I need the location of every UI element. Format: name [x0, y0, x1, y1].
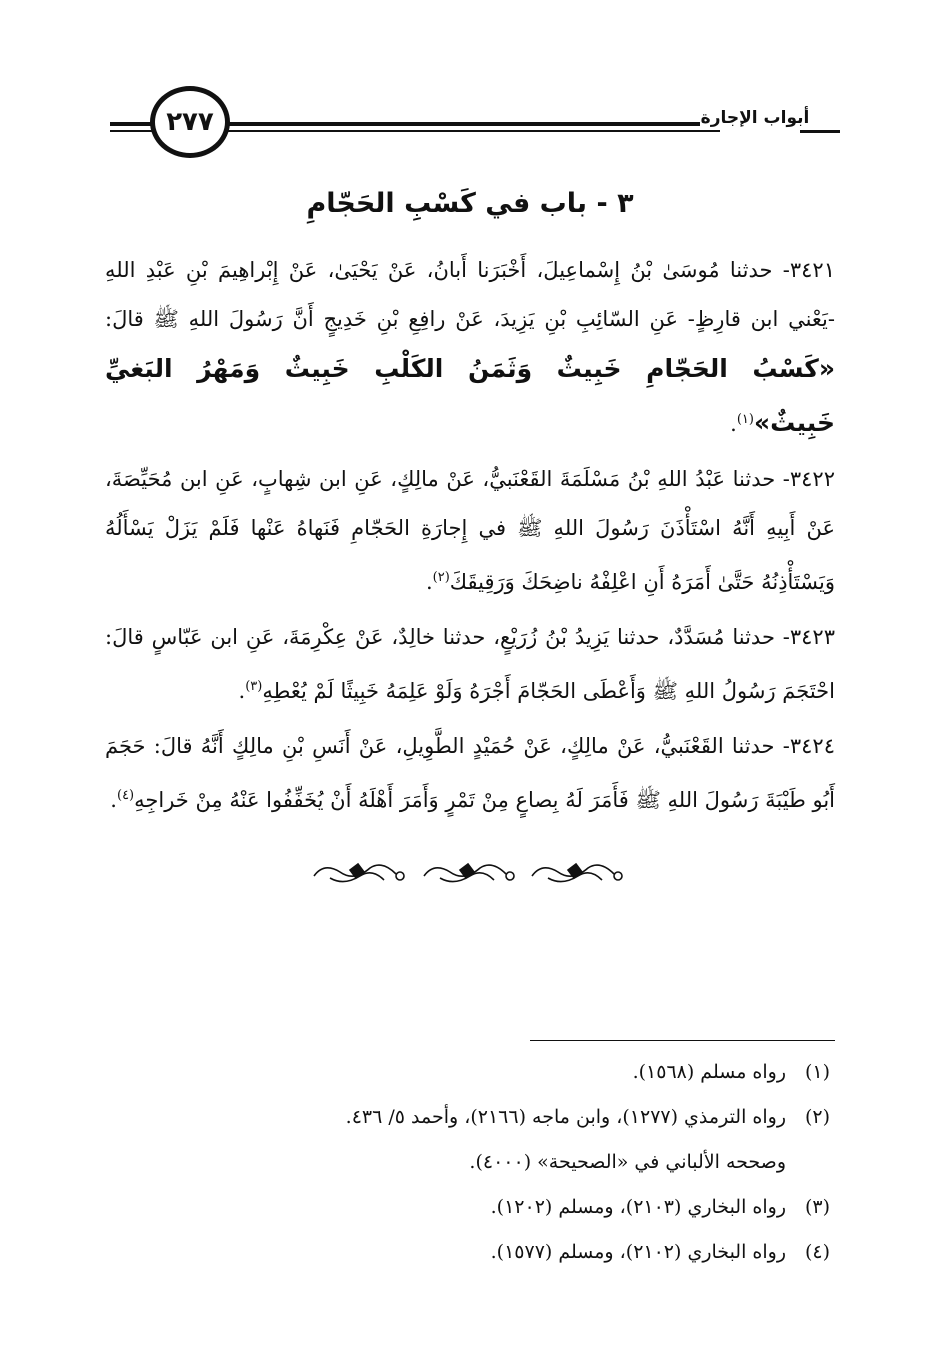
hadith-end: . — [425, 570, 433, 594]
hadith-text: ٣٤٢٢- حدثنا عَبْدُ اللهِ بْنُ مَسْلَمَةَ القَعْنَبيُّ، عَنْ مالِكٍ، عَنِ ابن شِهابٍ، عَنِ ابن مُحَيِّصَةَ، عَنْ أَبِيهِ أَنَّهُ اسْتَأْذَنَ رَسُولَ اللهِ ﷺ في إِجارَةِ الحَجّامِ فَنَهاهُ عَنْها فَلَمْ يَزَلْ يَسْأَلُهُ وَيَسْتَأْذِنُهُ حَتَّىٰ أَمَرَهُ أَنِ اعْلِفْهُ ناضِحَكَ وَرَقِيقَكَ — [105, 467, 835, 594]
footnotes — [105, 1050, 830, 1275]
hadith-paragraph — [105, 455, 835, 607]
hadith-end: . — [238, 679, 246, 703]
hadith-text: ٣٤٢٤- حدثنا القَعْنَبيُّ، عَنْ مالِكٍ، عَنْ حُمَيْدٍ الطَّوِيلِ، عَنْ أَنَسِ بْنِ مالِكٍ أَنَّهُ قالَ: حَجَمَ أَبُو طَيْبَةَ رَسُولَ اللهِ ﷺ فَأَمَرَ لَهُ بِصاعٍ مِنْ تَمْرٍ وَأَمَرَ أَهْلَهُ أَنْ يُخَفِّفُوا عَنْهُ مِنْ خَراجِهِ — [105, 734, 835, 812]
hadith-text: ٣٤٢١- حدثنا مُوسَىٰ بْنُ إِسْماعِيلَ، أَخْبَرَنا أَبانُ، عَنْ يَحْيَىٰ، عَنْ إِبْراهِيمَ بْنِ عَبْدِ اللهِ -يَعْني ابن قارِظٍ- عَنِ السّائِبِ بْنِ يَزِيدَ، عَنْ رافِعِ بْنِ خَدِيجٍ أَنَّ رَسُولَ اللهِ ﷺ قالَ: — [105, 258, 835, 331]
header-rule — [800, 130, 840, 133]
page-header — [100, 86, 840, 166]
footnote-number: (٣) — [804, 1196, 830, 1218]
hadith-end: . — [730, 412, 737, 436]
footnote-separator — [530, 1040, 835, 1041]
footnote-text: رواه البخاري (٢١٠٣)، ومسلم (١٢٠٢). — [490, 1196, 786, 1218]
footnote-text: وصححه الألباني في «الصحيحة» (٤٠٠٠). — [469, 1151, 786, 1173]
footnote — [105, 1095, 830, 1140]
main-content — [105, 180, 835, 831]
footnote-number: (٢) — [804, 1106, 830, 1128]
hadith-paragraph — [105, 722, 835, 825]
hadith-text: ٣٤٢٣- حدثنا مُسَدَّدٌ، حدثنا يَزِيدُ بْنُ زُرَيْعٍ، حدثنا خالِدٌ، عَنْ عِكْرِمَةَ، عَنِ ابن عَبّاسٍ قالَ: احْتَجَمَ رَسُولُ اللهِ ﷺ وَأَعْطَى الحَجّامَ أَجْرَهُ وَلَوْ عَلِمَهُ خَبِيثًا لَمْ يُعْطِهِ — [105, 625, 835, 703]
hadith-quote: «كَسْبُ الحَجّامِ خَبِيثٌ وَثَمَنُ الكَلْبِ خَبِيثٌ وَمَهْرُ البَغيِّ خَبِيثٌ» — [105, 354, 835, 437]
header-rule — [220, 122, 720, 126]
footnote-ref: (١) — [736, 412, 754, 427]
header-rule — [220, 130, 720, 132]
footnote-continuation — [105, 1140, 830, 1185]
hadith-paragraph — [105, 613, 835, 716]
footnote — [105, 1050, 830, 1095]
footnote-ref: (٣) — [245, 679, 263, 694]
footnote-text: رواه البخاري (٢١٠٢)، ومسلم (١٥٧٧). — [490, 1241, 786, 1263]
footnote-ref: (٢) — [432, 570, 450, 585]
footnote-text: رواه مسلم (١٥٦٨). — [632, 1061, 786, 1083]
footnote-text: رواه الترمذي (١٢٧٧)، وابن ماجه (٢١٦٦)، وأحمد ٥/ ٤٣٦. — [345, 1106, 786, 1128]
page-number: ٢٧٧ — [150, 86, 230, 158]
running-title: أبواب الإجارة — [700, 108, 810, 128]
hadith-paragraph — [105, 246, 835, 449]
footnote — [105, 1185, 830, 1230]
footnote-ref: (٤) — [116, 788, 135, 803]
ornament-divider-icon — [300, 856, 640, 892]
hadith-end: . — [110, 788, 117, 812]
footnote — [105, 1230, 830, 1275]
chapter-title: ٣ - باب في كَسْبِ الحَجّامِ — [306, 188, 634, 219]
footnote-number: (١) — [804, 1061, 830, 1083]
footnote-number: (٤) — [804, 1241, 830, 1263]
